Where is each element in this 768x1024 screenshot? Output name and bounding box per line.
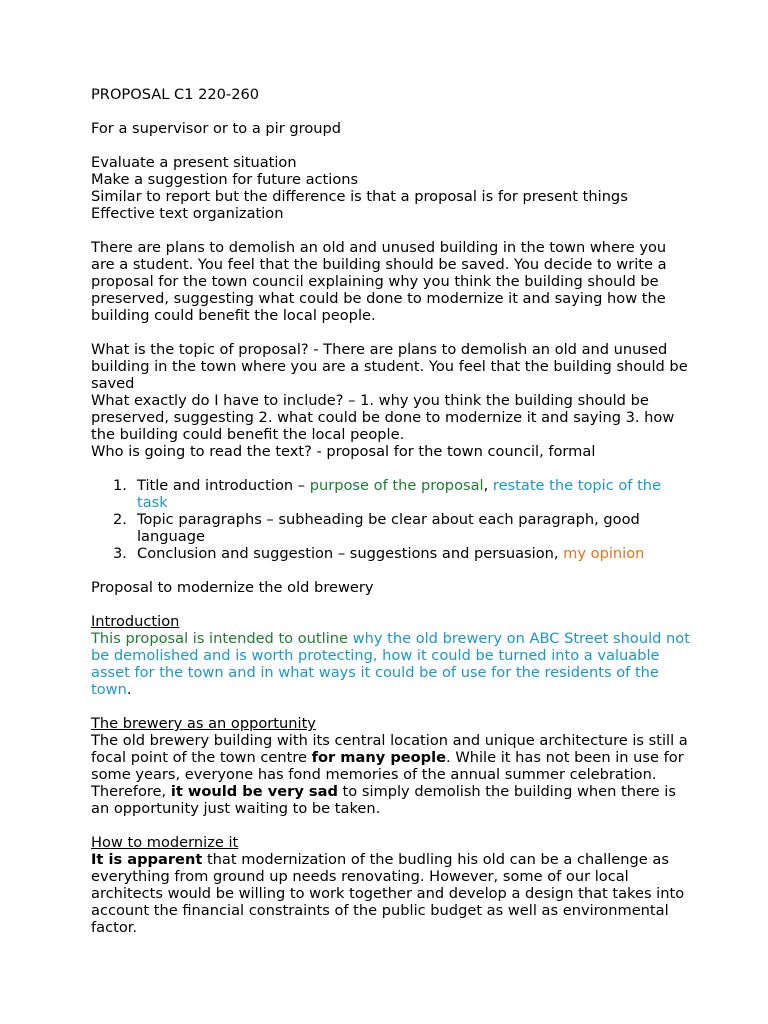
opportunity-bold: for many people [311, 749, 447, 766]
introduction-heading: Introduction [91, 613, 180, 630]
list-number: 2. [113, 511, 127, 528]
opportunity-text: The old brewery building with its central location and unique architecture is still a focal point of the town centre [91, 732, 688, 766]
feature-line: Effective text organization [91, 205, 284, 222]
modernize-paragraph [91, 851, 691, 936]
task-paragraph: There are plans to demolish an old and unused building in the town where you are a student. You feel that the building should be saved. You decide to write a proposal for the town council explaining why you think the building should be preserved, suggesting what could be done to modernize it and saying how the building could benefit the local people. [91, 239, 667, 324]
opportunity-paragraph [91, 732, 691, 817]
question-reader: Who is going to read the text? - proposal for the town council, formal [91, 443, 596, 460]
list-number: 3. [113, 545, 127, 562]
opportunity-bold: it would be very sad [170, 783, 338, 800]
highlight-purpose: purpose of the proposal [309, 477, 484, 494]
feature-line: Similar to report but the difference is that a proposal is for present things [91, 188, 628, 205]
modernize-heading: How to modernize it [91, 834, 239, 851]
question-include: What exactly do I have to include? – 1. why you think the building should be preserved, suggesting 2. what could be done to modernize it and saying 3. how the building could benefit the local people. [91, 392, 675, 443]
opportunity-text: to simply demolish the building when there is an opportunity just waiting to be taken. [91, 783, 676, 817]
intro-green-text: This proposal is intended to outline [91, 630, 353, 647]
sample-title: Proposal to modernize the old brewery [91, 579, 374, 596]
document-body [91, 86, 691, 936]
audience-line: For a supervisor or to a pir groupd [91, 120, 342, 137]
list-item-text: Topic paragraphs – subheading be clear about each paragraph, good language [137, 511, 640, 545]
list-item-text: Title and introduction – [137, 477, 310, 494]
opportunity-heading: The brewery as an opportunity [91, 715, 316, 732]
question-topic: What is the topic of proposal? - There are plans to demolish an old and unused building in the town where you are a student. You feel that the building should be saved [91, 341, 688, 392]
document-title: PROPOSAL C1 220-260 [91, 86, 260, 103]
modernize-bold: It is apparent [91, 851, 203, 868]
feature-line: Evaluate a present situation [91, 154, 297, 171]
opportunity-text: . While it has not been in use for some years, everyone has fond memories of the annual summer celebration. Therefore, [91, 749, 684, 800]
list-item-text: Conclusion and suggestion – suggestions and persuasion, [137, 545, 564, 562]
introduction-paragraph [91, 630, 691, 698]
highlight-opinion: my opinion [563, 545, 645, 562]
intro-blue-text: why the old brewery on ABC Street should not be demolished and is worth protecting, how it could be turned into a valuable asset for the town and in what ways it could be of use for the residents of the town [91, 630, 690, 698]
feature-line: Make a suggestion for future actions [91, 171, 359, 188]
list-item [91, 511, 691, 545]
highlight-restate: restate the topic of the task [137, 477, 662, 511]
modernize-text: that modernization of the budling his old can be a challenge as everything from ground up needs renovating. However, some of our local architects would be willing to work together and develop a design that takes into account the financial constraints of the public budget as well as environmental factor. [91, 851, 685, 936]
list-item [91, 545, 691, 562]
intro-end: . [126, 681, 132, 698]
list-item [91, 477, 691, 511]
list-number: 1. [113, 477, 127, 494]
list-item-comma: , [483, 477, 493, 494]
structure-list [91, 477, 691, 562]
